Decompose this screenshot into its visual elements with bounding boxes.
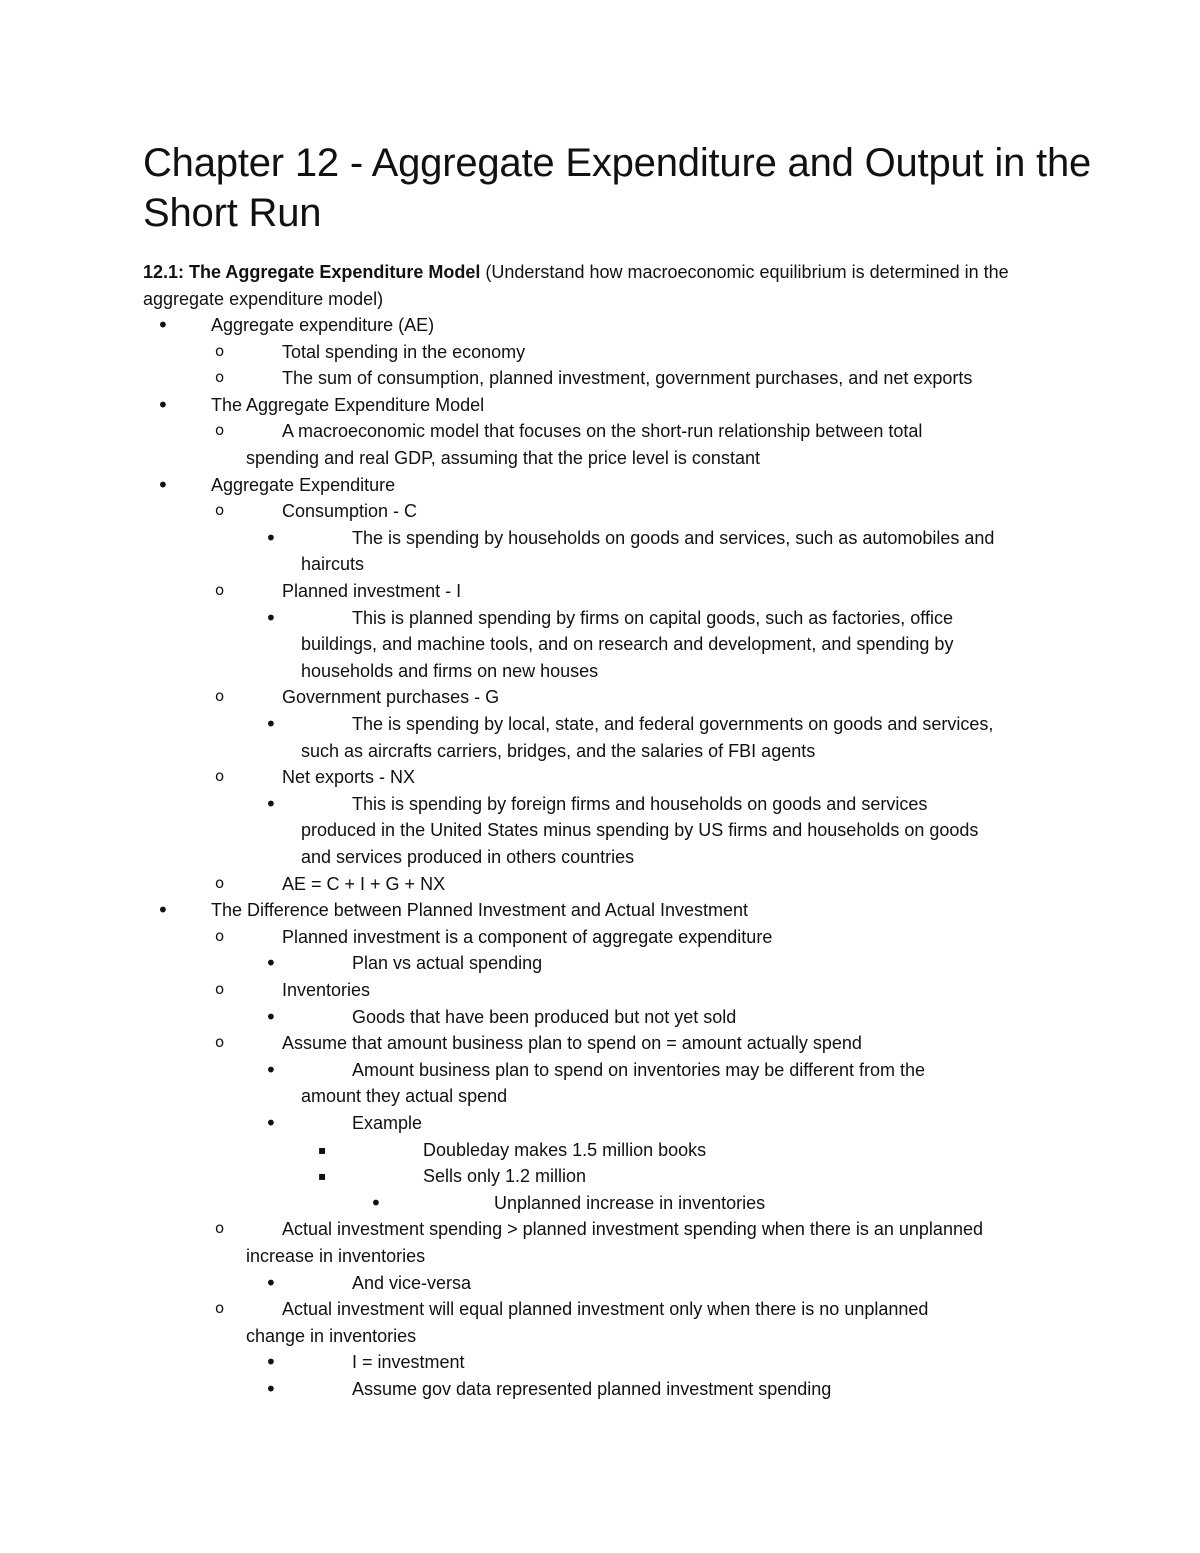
circle-bullet-icon: o bbox=[215, 1299, 225, 1318]
bullet-icon: • bbox=[265, 1111, 277, 1135]
circle-bullet-icon: o bbox=[215, 980, 225, 998]
list-item-continuation: increase in inventories bbox=[246, 1246, 426, 1266]
list-item-text: The Aggregate Expenditure Model bbox=[211, 394, 485, 415]
list-item-continuation: households and firms on new houses bbox=[301, 660, 599, 681]
bullet-icon: • bbox=[157, 898, 169, 923]
list-item-text: Assume that amount business plan to spend on = amount actually spend bbox=[282, 1033, 862, 1054]
list-item-continuation: change in inventories bbox=[246, 1325, 417, 1346]
list-item-continuation: produced in the United States minus spending by US firms and households on goods bbox=[301, 820, 979, 841]
bullet-icon: • bbox=[265, 791, 277, 816]
list-item-continuation: such as aircrafts carriers, bridges, and the salaries of FBI agents bbox=[301, 740, 816, 761]
circle-bullet-icon: o bbox=[215, 1033, 225, 1052]
list-item-text: The is spending by local, state, and federal governments on goods and services, bbox=[352, 714, 994, 734]
list-item-text: AE = C + I + G + NX bbox=[282, 873, 446, 894]
circle-bullet-icon: o bbox=[215, 341, 225, 360]
list-item-text: Example bbox=[352, 1113, 423, 1133]
bullet-icon: • bbox=[265, 1350, 277, 1375]
bullet-icon: • bbox=[265, 1377, 277, 1401]
bullet-icon: • bbox=[265, 1004, 277, 1029]
list-item-text: Total spending in the economy bbox=[282, 341, 526, 362]
bullet-icon: • bbox=[265, 525, 277, 550]
page-title: Chapter 12 - Aggregate Expenditure and Output in the Short Run bbox=[143, 141, 1092, 235]
circle-bullet-icon: o bbox=[215, 926, 225, 945]
list-item-text: Planned investment - I bbox=[282, 581, 462, 601]
list-item-text: Aggregate expenditure (AE) bbox=[211, 315, 435, 335]
list-item-text: Sells only 1.2 million bbox=[423, 1166, 587, 1187]
circle-bullet-icon: o bbox=[215, 687, 225, 706]
section-heading: 12.1: The Aggregate Expenditure Model bbox=[143, 262, 481, 282]
circle-bullet-icon: o bbox=[215, 368, 225, 387]
list-item-text: Amount business plan to spend on inventories may be different from the bbox=[352, 1059, 926, 1080]
list-item-text: Government purchases - G bbox=[282, 687, 500, 708]
section-description: (Understand how macroeconomic equilibrium is determined in the aggregate expenditure model) bbox=[143, 262, 1009, 309]
list-item-text: I = investment bbox=[352, 1352, 465, 1373]
list-item-text: Unplanned increase in inventories bbox=[494, 1192, 766, 1213]
circle-bullet-icon: o bbox=[215, 1219, 225, 1238]
list-item-text: Consumption - C bbox=[282, 501, 418, 522]
list-item-text: A macroeconomic model that focuses on the short-run relationship between total bbox=[282, 421, 923, 442]
list-item-text: The Difference between Planned Investment and Actual Investment bbox=[211, 900, 748, 921]
list-item-text: Assume gov data represented planned investment spending bbox=[352, 1379, 832, 1399]
list-item-text: Planned investment is a component of aggregate expenditure bbox=[282, 926, 773, 947]
bullet-icon: • bbox=[370, 1190, 382, 1215]
circle-bullet-icon: o bbox=[215, 421, 225, 440]
bullet-icon: • bbox=[265, 712, 277, 736]
bullet-icon: • bbox=[265, 1057, 277, 1082]
list-item-text: Aggregate Expenditure bbox=[211, 474, 396, 495]
square-bullet-icon: ▪ bbox=[318, 1142, 327, 1157]
list-item-text: Actual investment spending > planned investment spending when there is an unplanned bbox=[282, 1219, 983, 1240]
list-item-text: This is spending by foreign firms and households on goods and services bbox=[352, 793, 928, 814]
list-item-text: Actual investment will equal planned investment only when there is no unplanned bbox=[282, 1299, 929, 1320]
bullet-icon: • bbox=[157, 472, 169, 497]
bullet-icon: • bbox=[265, 1270, 277, 1295]
list-item-text: Plan vs actual spending bbox=[352, 953, 543, 974]
bullet-icon: • bbox=[157, 392, 169, 417]
square-bullet-icon: ▪ bbox=[318, 1169, 327, 1184]
list-item-text: Net exports - NX bbox=[282, 767, 416, 788]
list-item-text: Inventories bbox=[282, 980, 371, 1000]
bullet-icon: • bbox=[157, 313, 169, 337]
list-item-text: Doubleday makes 1.5 million books bbox=[423, 1139, 707, 1160]
list-item-continuation: buildings, and machine tools, and on research and development, and spending by bbox=[301, 634, 954, 655]
circle-bullet-icon: o bbox=[215, 873, 225, 892]
bullet-icon: • bbox=[265, 951, 277, 976]
list-item-text: Goods that have been produced but not yet sold bbox=[352, 1006, 737, 1027]
list-item-continuation: and services produced in others countries bbox=[301, 847, 635, 867]
list-item-continuation: haircuts bbox=[301, 554, 365, 575]
circle-bullet-icon: o bbox=[215, 501, 225, 520]
circle-bullet-icon: o bbox=[215, 767, 225, 786]
list-item-continuation: spending and real GDP, assuming that the price level is constant bbox=[246, 448, 760, 468]
list-item-text: This is planned spending by firms on capital goods, such as factories, office bbox=[352, 607, 953, 628]
list-item-text: The is spending by households on goods and services, such as automobiles and bbox=[352, 527, 995, 548]
list-item-text: And vice-versa bbox=[352, 1272, 472, 1293]
circle-bullet-icon: o bbox=[215, 581, 225, 599]
list-item-text: The sum of consumption, planned investment, government purchases, and net exports bbox=[282, 368, 973, 389]
section-heading-paragraph bbox=[143, 259, 1073, 312]
list-item-continuation: amount they actual spend bbox=[301, 1086, 508, 1107]
bullet-icon: • bbox=[265, 605, 277, 630]
